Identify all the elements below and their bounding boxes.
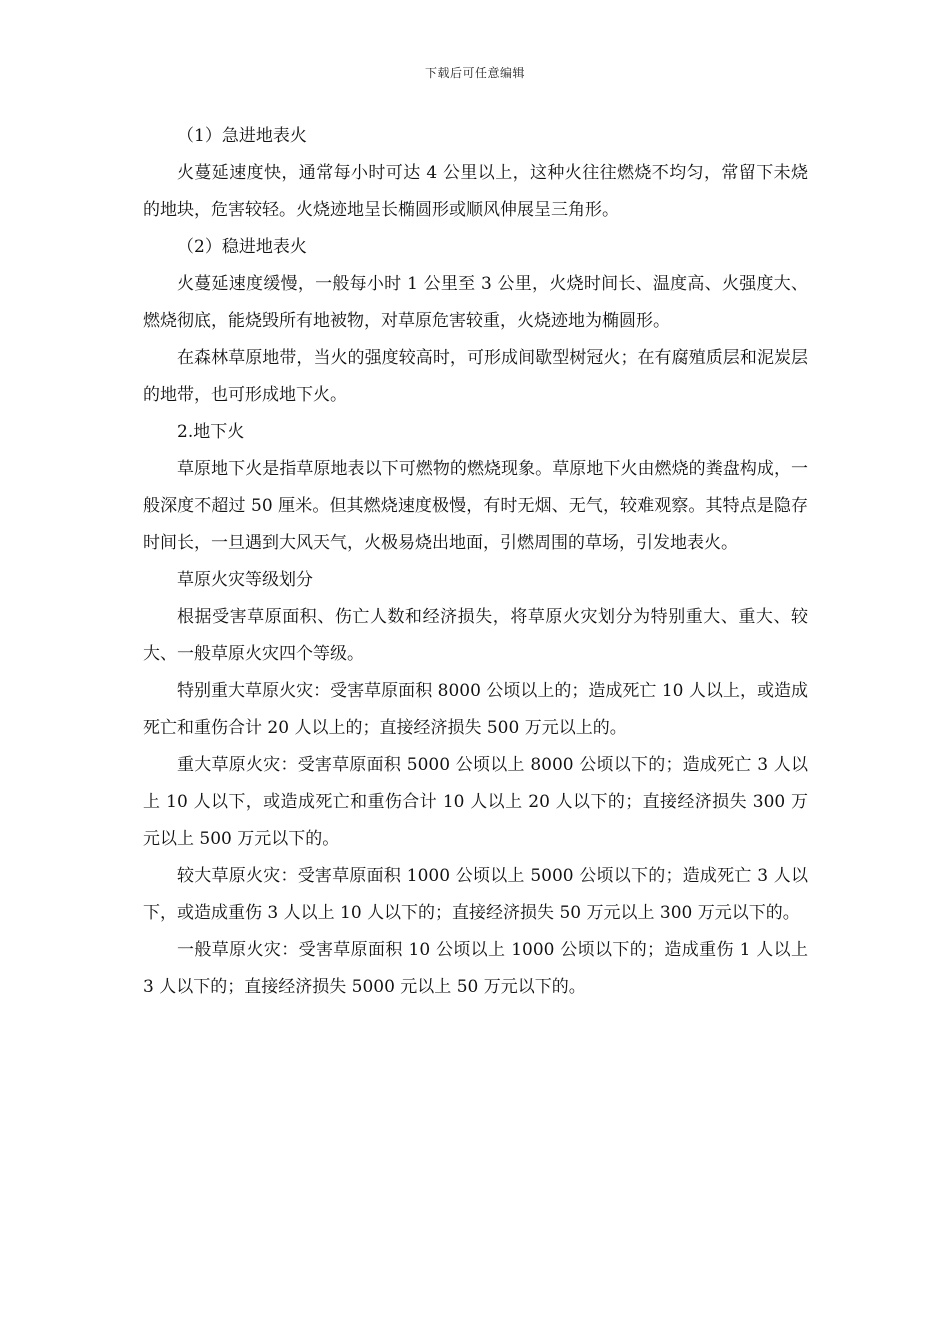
document-body [143,118,808,1006]
subheading-underground-fire: 2.地下火 [177,422,245,442]
paragraph-underground-fire: 草原地下火是指草原地表以下可燃物的燃烧现象。草原地下火由燃烧的粪盘构成，一般深度不超过 50 厘米。但其燃烧速度极慢，有时无烟、无气，较难观察。其特点是隐存时间长，一旦遇到大风天气，火极易烧出地面，引燃周围的草场，引发地表火。 [143,459,808,553]
paragraph-grade-major: 重大草原火灾：受害草原面积 5000 公顷以上 8000 公顷以下的；造成死亡 3 人以上 10 人以下，或造成死亡和重伤合计 10 人以上 20 人以下的；直接经济损失 300 万元以上 500 万元以下的。 [143,755,808,849]
paragraph-forest-grassland: 在森林草原地带，当火的强度较高时，可形成间歇型树冠火；在有腐殖质层和泥炭层的地带，也可形成地下火。 [143,348,808,405]
paragraph-steady-surface-fire: 火蔓延速度缓慢，一般每小时 1 公里至 3 公里，火烧时间长、温度高、火强度大、燃烧彻底，能烧毁所有地被物，对草原危害较重，火烧迹地为椭圆形。 [143,274,808,331]
subheading-rapid-surface-fire: （1）急进地表火 [177,126,307,146]
paragraph-rapid-surface-fire: 火蔓延速度快，通常每小时可达 4 公里以上，这种火往往燃烧不均匀，常留下未烧的地块，危害较轻。火烧迹地呈长椭圆形或顺风伸展呈三角形。 [143,163,808,220]
subheading-steady-surface-fire: （2）稳进地表火 [177,237,307,257]
subheading-fire-grade: 草原火灾等级划分 [177,570,313,590]
paragraph-grade-larger: 较大草原火灾：受害草原面积 1000 公顷以上 5000 公顷以下的；造成死亡 3 人以下，或造成重伤 3 人以上 10 人以下的；直接经济损失 50 万元以上 300 万元以下的。 [143,866,808,923]
header-note: 下载后可任意编辑 [424,66,525,80]
paragraph-grade-intro: 根据受害草原面积、伤亡人数和经济损失，将草原火灾划分为特别重大、重大、较大、一般草原火灾四个等级。 [143,607,808,664]
paragraph-grade-general: 一般草原火灾：受害草原面积 10 公顷以上 1000 公顷以下的；造成重伤 1 人以上 3 人以下的；直接经济损失 5000 元以上 50 万元以下的。 [143,940,808,997]
paragraph-grade-especially-major: 特别重大草原火灾：受害草原面积 8000 公顷以上的；造成死亡 10 人以上，或造成死亡和重伤合计 20 人以上的；直接经济损失 500 万元以上的。 [143,681,808,738]
